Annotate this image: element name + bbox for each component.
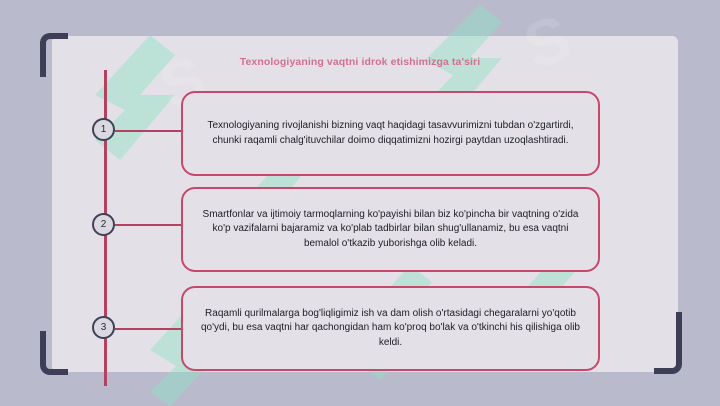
step-card-1 (181, 91, 600, 176)
step-number-1: 1 (92, 118, 115, 141)
step-number-3: 3 (92, 316, 115, 339)
step-text-3: Raqamli qurilmalarga bog'liqligimiz ish va dam olish o'rtasidagi chegaralarni yo'qotib qo'ydi, bu esa vaqtni har qachongidan ham ko'proq bo'lak va o'tkinchi his qilishiga olib keldi. (201, 307, 580, 348)
step-number-2: 2 (92, 213, 115, 236)
frame-corner-bottom-right (654, 312, 682, 374)
slide-title: Texnologiyaning vaqtni idrok etishimizga ta'siri (239, 56, 481, 68)
step-connector-2 (115, 224, 182, 226)
frame-corner-top-left (40, 33, 68, 77)
step-card-3 (181, 286, 600, 371)
step-connector-3 (115, 328, 182, 330)
frame-corner-bottom-left (40, 331, 68, 375)
step-text-2: Smartfonlar va ijtimoiy tarmoqlarning ko'payishi bilan biz ko'pincha bir vaqtning o'zida ko'p vazifalarni bajaramiz va ko'plab tadbirlar bilan shug'ullanamiz, bu esa vaqtni bemalol o'tkazib yuborishga olib keladi. (202, 208, 579, 249)
step-connector-1 (115, 130, 182, 132)
step-text-1: Texnologiyaning rivojlanishi bizning vaqt haqidagi tasavvurimizni tubdan o'zgartirdi, chunki raqamli chalg'ituvchilar doimo diqqatimizni hozirgi paytdan uzoqlashtiradi. (207, 120, 574, 146)
step-card-2 (181, 187, 600, 272)
